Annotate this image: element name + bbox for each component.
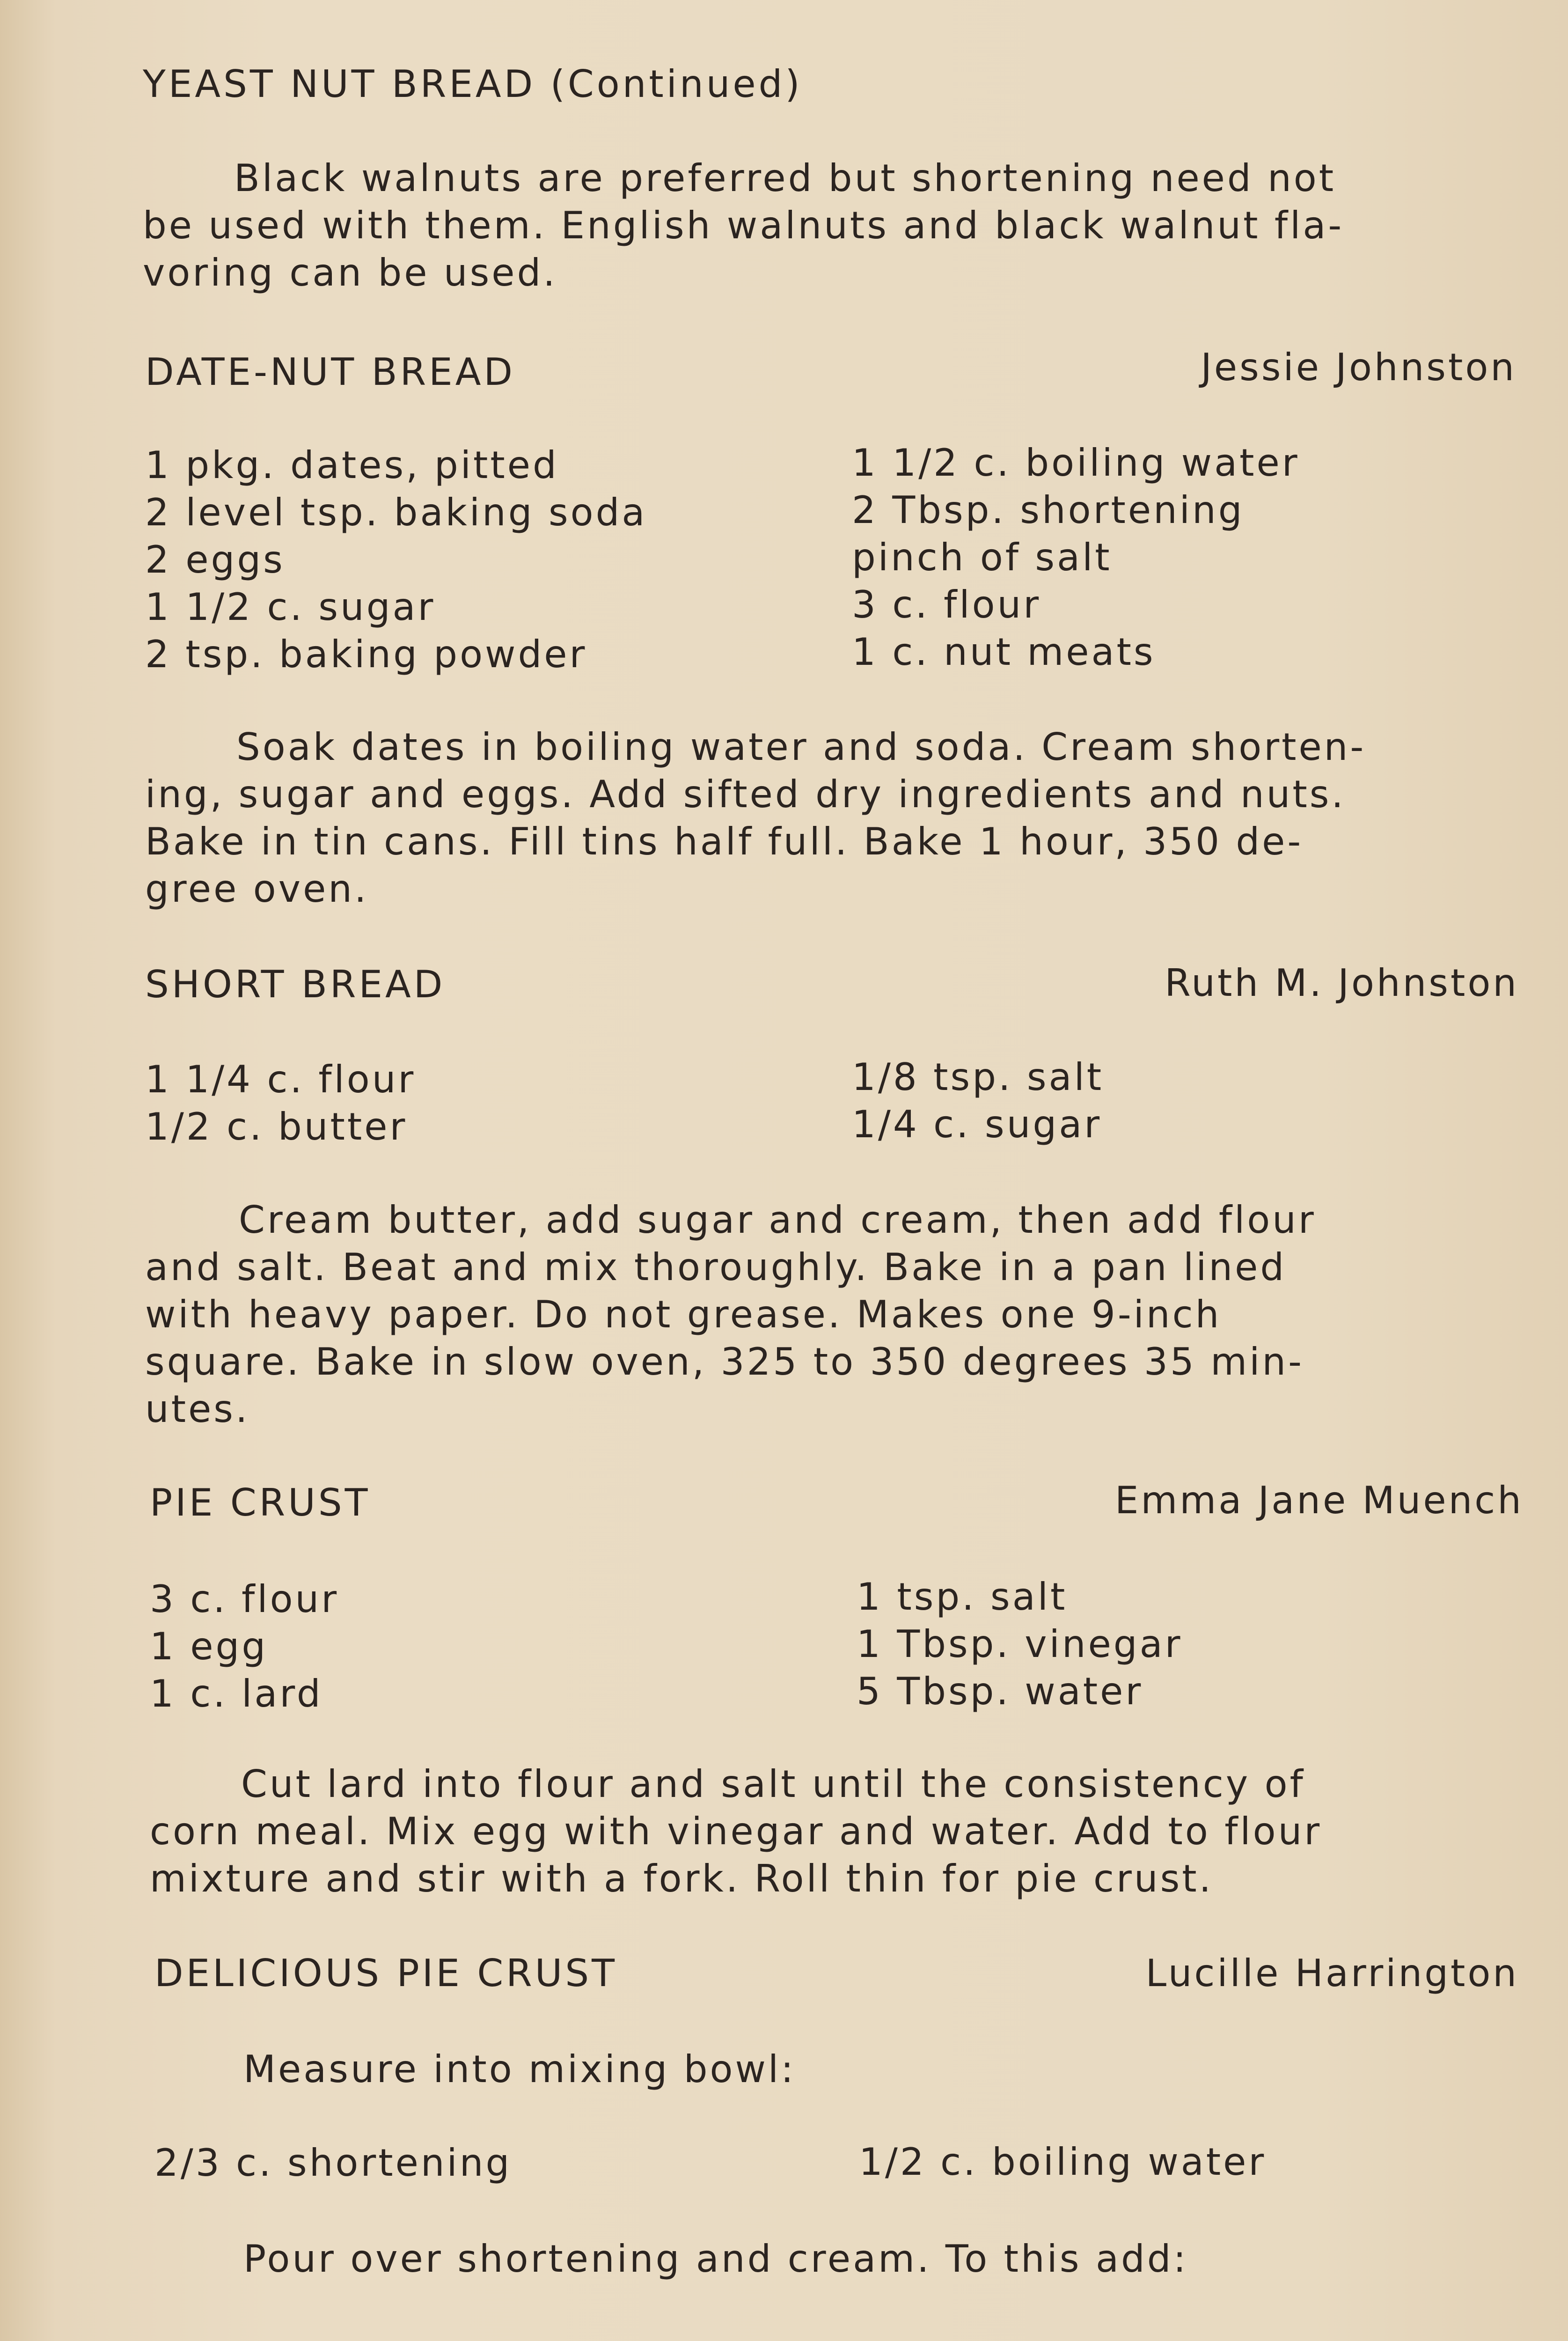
paragraph-line: with heavy paper. Do not grease. Makes one 9-inch (145, 1293, 1222, 1336)
method-paragraph (145, 1196, 1316, 1433)
paragraph-line: mixture and stir with a fork. Roll thin for pie crust. (150, 1857, 1214, 1900)
paragraph-line: ing, sugar and eggs. Add sifted dry ingredients and nuts. (145, 773, 1346, 816)
paragraph-line: Cream butter, add sugar and cream, then add flour (239, 1198, 1316, 1242)
ingredient: 2 eggs (145, 538, 285, 582)
ingredient: 1 pkg. dates, pitted (145, 443, 559, 487)
ingredient: 1 c. nut meats (852, 630, 1156, 674)
paragraph-line: and salt. Beat and mix thoroughly. Bake in a pan lined (145, 1245, 1287, 1289)
paragraph-line: Bake in tin cans. Fill tins half full. Bake 1 hour, 350 de- (145, 820, 1304, 863)
method-paragraph (145, 723, 1366, 913)
ingredient: 3 c. flour (852, 583, 1041, 626)
ingredient: 1/8 tsp. salt (852, 1055, 1104, 1099)
paragraph-line: square. Bake in slow oven, 325 to 350 degrees 35 min- (145, 1340, 1304, 1384)
ingredient: 5 Tbsp. water (857, 1670, 1143, 1713)
ingredient: 3 c. flour (150, 1577, 339, 1621)
ingredients-right (857, 1573, 1182, 1715)
ingredient: 2 tsp. baking powder (145, 633, 587, 676)
ingredient: 1 c. lard (150, 1672, 323, 1715)
ingredients-left (145, 442, 647, 678)
recipe-author: Ruth M. Johnston (1165, 961, 1519, 1005)
recipe-author: Lucille Harrington (1145, 1951, 1519, 1995)
recipe-title-pie-crust: PIE CRUST (150, 1481, 371, 1524)
recipe-title-date-nut-bread: DATE-NUT BREAD (145, 350, 516, 394)
ingredient: 1 1/2 c. boiling water (852, 441, 1300, 485)
ingredient: 1 1/4 c. flour (145, 1058, 416, 1101)
ingredient: 1/4 c. sugar (852, 1103, 1102, 1146)
ingredient: 2/3 c. shortening (154, 2141, 512, 2185)
ingredient: 2 level tsp. baking soda (145, 491, 647, 534)
paragraph-line: Soak dates in boiling water and soda. Cream shorten- (236, 725, 1366, 769)
ingredient: pinch of salt (852, 536, 1112, 579)
recipe-author: Emma Jane Muench (1114, 1479, 1524, 1522)
method-paragraph (150, 1760, 1322, 1902)
recipe-title-short-bread: SHORT BREAD (145, 963, 446, 1006)
pour-line: Pour over shortening and cream. To this add: (243, 2237, 1188, 2281)
yeast-note-paragraph (143, 155, 1344, 296)
ingredients-left (145, 1056, 416, 1150)
paragraph-line: Cut lard into flour and salt until the consistency of (241, 1762, 1305, 1806)
paragraph-line: Black walnuts are preferred but shortening need not (234, 156, 1336, 200)
ingredients-right (852, 1053, 1104, 1148)
ingredient: 1 tsp. salt (857, 1575, 1068, 1619)
ingredient: 1 1/2 c. sugar (145, 585, 436, 629)
recipe-author: Jessie Johnston (1201, 346, 1517, 389)
ingredient: 1 Tbsp. vinegar (857, 1622, 1183, 1666)
ingredient: 1/2 c. boiling water (859, 2140, 1267, 2184)
ingredients-left (150, 1575, 339, 1717)
paragraph-line: voring can be used. (143, 251, 557, 294)
ingredients-right (852, 439, 1300, 676)
paragraph-line: utes. (145, 1387, 250, 1431)
paragraph-line: corn meal. Mix egg with vinegar and water. Add to flour (150, 1810, 1322, 1853)
ingredient: 2 Tbsp. shortening (852, 488, 1245, 532)
recipe-title-delicious-pie-crust: DELICIOUS PIE CRUST (154, 1951, 617, 1995)
paragraph-line: be used with them. English walnuts and black walnut fla- (143, 204, 1344, 247)
ingredient: 1 egg (150, 1625, 268, 1668)
measure-line: Measure into mixing bowl: (243, 2047, 796, 2091)
paragraph-line: gree oven. (145, 867, 369, 911)
continued-heading: YEAST NUT BREAD (Continued) (143, 62, 803, 106)
ingredient: 1/2 c. butter (145, 1105, 408, 1148)
